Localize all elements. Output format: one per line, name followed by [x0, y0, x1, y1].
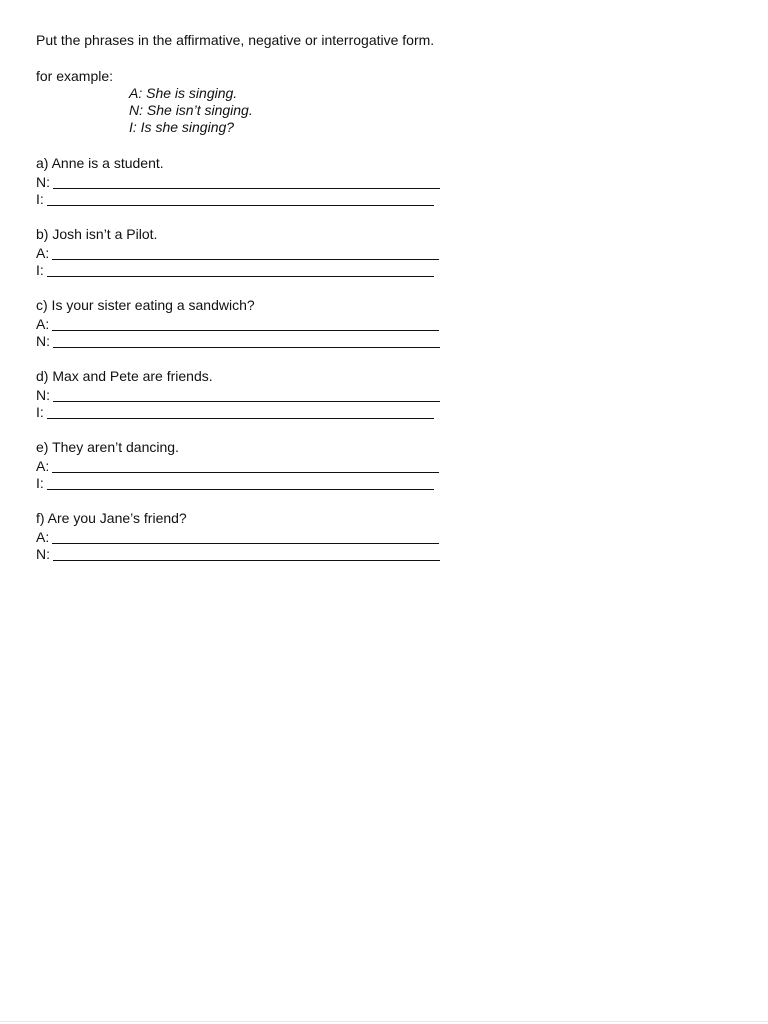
exercise-prompt: f) Are you Jane’s friend?	[36, 510, 187, 526]
answer-label: N:	[36, 173, 50, 190]
answer-row	[36, 332, 736, 350]
example-interrogative: I: Is she singing?	[129, 119, 235, 135]
exercise-d	[36, 368, 736, 420]
answer-line[interactable]	[53, 546, 440, 561]
answer-line[interactable]	[52, 529, 439, 544]
answer-row	[36, 314, 736, 332]
example-negative: N: She isn’t singing.	[129, 102, 253, 118]
answer-line[interactable]	[53, 174, 440, 189]
exercise-a	[36, 155, 736, 207]
answer-label: A:	[36, 315, 50, 332]
answer-row	[36, 385, 736, 403]
exercise-f	[36, 510, 736, 562]
answer-row	[36, 190, 736, 208]
answer-row	[36, 403, 736, 421]
answer-label: N:	[36, 386, 50, 403]
exercise-prompt: e) They aren’t dancing.	[36, 439, 179, 455]
exercise-prompt: b) Josh isn’t a Pilot.	[36, 226, 158, 242]
example-affirmative: A: She is singing.	[129, 85, 238, 101]
exercise-e	[36, 439, 736, 491]
answer-line[interactable]	[53, 387, 440, 402]
exercise-prompt: a) Anne is a student.	[36, 155, 164, 171]
answer-line[interactable]	[47, 475, 434, 490]
answer-line[interactable]	[52, 245, 439, 260]
exercise-prompt: c) Is your sister eating a sandwich?	[36, 297, 255, 313]
answer-label: N:	[36, 546, 50, 562]
example-block	[129, 85, 736, 136]
answer-row	[36, 456, 736, 474]
answer-row	[36, 261, 736, 279]
answer-label: I:	[36, 404, 44, 420]
page-bottom-divider	[0, 1021, 768, 1022]
answer-line[interactable]	[52, 458, 439, 473]
exercise-c	[36, 297, 736, 349]
answer-row	[36, 172, 736, 190]
answer-label: A:	[36, 244, 50, 261]
answer-row	[36, 243, 736, 261]
exercise-b	[36, 226, 736, 278]
instruction-text: Put the phrases in the affirmative, negative or interrogative form.	[36, 32, 435, 48]
answer-label: A:	[36, 457, 50, 474]
example-label: for example:	[36, 68, 114, 84]
worksheet-page	[36, 32, 736, 562]
answer-line[interactable]	[47, 191, 434, 206]
answer-row	[36, 474, 736, 492]
answer-line[interactable]	[47, 404, 434, 419]
answer-row	[36, 527, 736, 545]
exercise-prompt: d) Max and Pete are friends.	[36, 368, 213, 384]
answer-line[interactable]	[52, 316, 439, 331]
answer-label: N:	[36, 333, 50, 349]
answer-row	[36, 545, 736, 563]
answer-label: I:	[36, 475, 44, 491]
answer-line[interactable]	[53, 333, 440, 348]
answer-label: I:	[36, 191, 44, 207]
answer-line[interactable]	[47, 262, 434, 277]
answer-label: A:	[36, 528, 50, 545]
answer-label: I:	[36, 262, 44, 278]
